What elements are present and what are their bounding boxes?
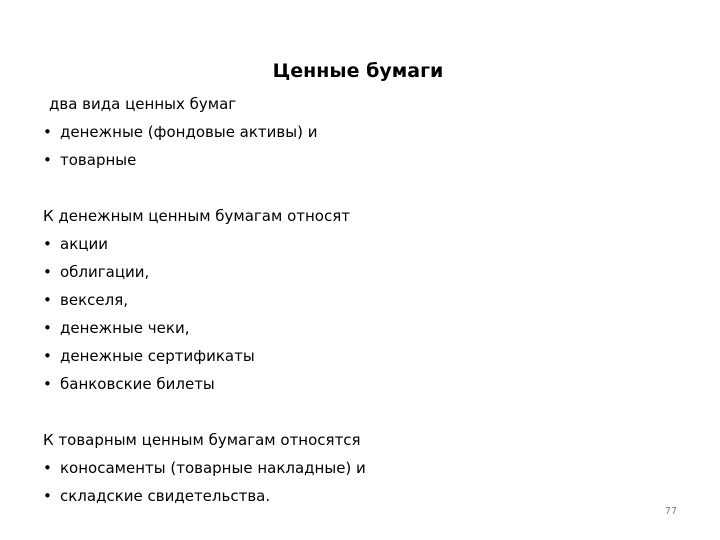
bullet-icon: • — [43, 459, 52, 477]
spacer — [43, 398, 683, 426]
list-item — [43, 370, 683, 398]
list-item-text: облигации, — [60, 263, 150, 281]
list-item-text: коносаменты (товарные накладные) и — [60, 459, 366, 477]
slide-body — [43, 90, 683, 510]
list-item — [43, 314, 683, 342]
slide-title: Ценные бумаги — [272, 60, 444, 82]
bullet-icon: • — [43, 347, 52, 365]
list-item-text: векселя, — [60, 291, 128, 309]
list-item — [43, 482, 683, 510]
list-item-text: банковские билеты — [60, 375, 215, 393]
list-item-text: денежные сертификаты — [60, 347, 255, 365]
commodity-heading: К товарным ценным бумагам относятся — [43, 431, 361, 449]
list-item-text: складские свидетельства. — [60, 487, 271, 505]
list-item-text: денежные (фондовые активы) и — [60, 123, 318, 141]
page-number: 77 — [664, 506, 677, 517]
list-item-text: акции — [60, 235, 108, 253]
bullet-icon: • — [43, 123, 52, 141]
list-item — [43, 342, 683, 370]
bullet-icon: • — [43, 235, 52, 253]
bullet-icon: • — [43, 487, 52, 505]
list-item — [43, 146, 683, 174]
list-item — [43, 118, 683, 146]
bullet-icon: • — [43, 319, 52, 337]
list-item — [43, 258, 683, 286]
bullet-icon: • — [43, 375, 52, 393]
list-item-text: товарные — [60, 151, 137, 169]
list-item — [43, 286, 683, 314]
bullet-icon: • — [43, 151, 52, 169]
bullet-icon: • — [43, 291, 52, 309]
bullet-icon: • — [43, 263, 52, 281]
monetary-heading: К денежным ценным бумагам относят — [43, 207, 350, 225]
list-item — [43, 230, 683, 258]
list-item — [43, 454, 683, 482]
list-item-text: денежные чеки, — [60, 319, 190, 337]
intro-text: два вида ценных бумаг — [49, 95, 237, 113]
spacer — [43, 174, 683, 202]
